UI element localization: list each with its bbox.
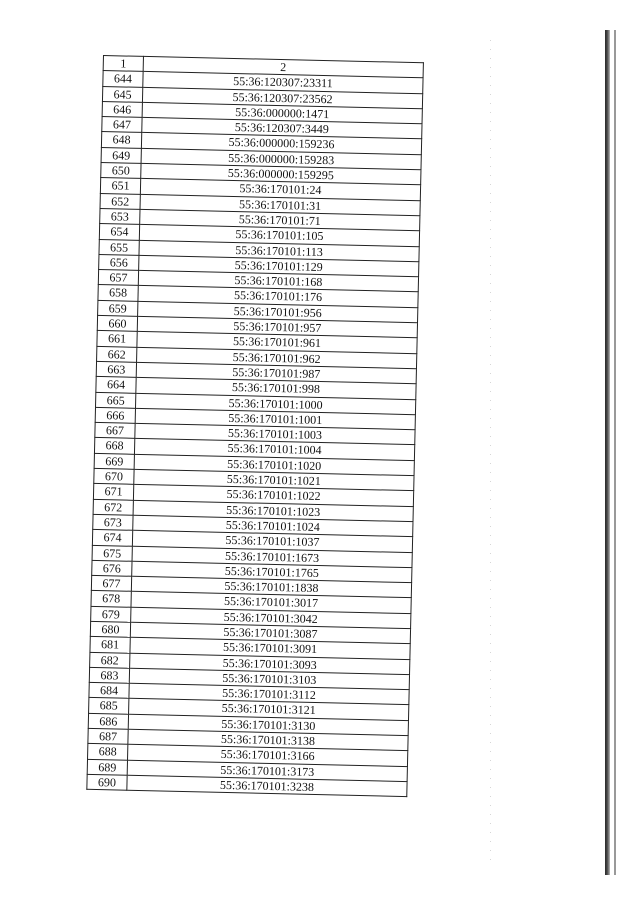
row-number: 650	[101, 163, 141, 179]
row-number: 674	[92, 530, 132, 546]
cadastral-number: 55:36:000000:159295	[141, 163, 421, 185]
row-number: 660	[97, 315, 137, 331]
cadastral-number: 55:36:170101:1020	[134, 454, 414, 476]
row-number: 662	[97, 346, 137, 362]
row-number: 681	[90, 637, 130, 653]
row-number: 679	[91, 606, 131, 622]
cadastral-number: 55:36:170101:1037	[132, 530, 412, 552]
row-number: 670	[94, 468, 134, 484]
cadastral-number: 55:36:170101:113	[139, 240, 419, 262]
row-number: 685	[89, 698, 129, 714]
row-number: 689	[87, 759, 127, 775]
cadastral-table	[86, 55, 424, 797]
row-number: 675	[92, 545, 132, 561]
row-number: 649	[101, 147, 141, 163]
cadastral-number: 55:36:170101:3173	[127, 760, 407, 782]
cadastral-number: 55:36:170101:3166	[128, 745, 408, 767]
cadastral-number: 55:36:170101:31	[140, 194, 420, 216]
header-col-1: 1	[103, 56, 143, 72]
cadastral-number: 55:36:170101:3121	[129, 699, 409, 721]
row-number: 686	[88, 713, 128, 729]
cadastral-number: 55:36:170101:3130	[128, 714, 408, 736]
row-number: 673	[93, 514, 133, 530]
cadastral-number: 55:36:000000:1471	[142, 102, 422, 124]
row-number: 666	[95, 407, 135, 423]
cadastral-number: 55:36:170101:961	[137, 332, 417, 354]
cadastral-number: 55:36:170101:24	[140, 179, 420, 201]
cadastral-number: 55:36:170101:1004	[134, 439, 414, 461]
cadastral-number: 55:36:170101:3103	[129, 668, 409, 690]
cadastral-number: 55:36:170101:3042	[131, 607, 411, 629]
header-col-2: 2	[143, 56, 423, 78]
cadastral-number: 55:36:170101:1003	[135, 423, 415, 445]
cadastral-number: 55:36:120307:3449	[142, 118, 422, 140]
cadastral-number: 55:36:170101:1001	[135, 408, 415, 430]
row-number: 658	[98, 285, 138, 301]
cadastral-number: 55:36:120307:23562	[142, 87, 422, 109]
row-number: 659	[98, 300, 138, 316]
cadastral-number: 55:36:170101:1765	[132, 561, 412, 583]
row-number: 682	[90, 652, 130, 668]
row-number: 645	[102, 86, 142, 102]
row-number: 646	[102, 101, 142, 117]
table-body	[87, 71, 423, 797]
row-number: 647	[102, 117, 142, 133]
row-number: 688	[88, 744, 128, 760]
cadastral-number: 55:36:170101:998	[136, 378, 416, 400]
cadastral-number: 55:36:170101:3138	[128, 729, 408, 751]
cadastral-number: 55:36:170101:1000	[135, 393, 415, 415]
cadastral-number: 55:36:170101:168	[138, 271, 418, 293]
cadastral-number: 55:36:170101:956	[138, 301, 418, 323]
cadastral-number: 55:36:000000:159236	[141, 133, 421, 155]
row-number: 678	[91, 591, 131, 607]
row-number: 648	[101, 132, 141, 148]
cadastral-number: 55:36:170101:3087	[130, 622, 410, 644]
row-number: 665	[96, 392, 136, 408]
cadastral-number: 55:36:170101:3093	[130, 653, 410, 675]
cadastral-number: 55:36:170101:105	[139, 225, 419, 247]
row-number: 657	[98, 270, 138, 286]
cadastral-number: 55:36:170101:962	[137, 347, 417, 369]
row-number: 687	[88, 728, 128, 744]
cadastral-number: 55:36:170101:987	[136, 362, 416, 384]
cadastral-number: 55:36:170101:1838	[131, 576, 411, 598]
cadastral-number: 55:36:170101:176	[138, 286, 418, 308]
scan-edge-line	[614, 30, 616, 875]
row-number: 656	[99, 254, 139, 270]
cadastral-number: 55:36:170101:3017	[131, 592, 411, 614]
scan-edge-shadow	[605, 30, 610, 875]
row-number: 676	[92, 560, 132, 576]
row-number: 644	[103, 71, 143, 87]
row-number: 680	[90, 621, 130, 637]
row-number: 667	[95, 423, 135, 439]
cadastral-number: 55:36:170101:3238	[127, 775, 407, 797]
cadastral-number: 55:36:120307:23311	[143, 72, 423, 94]
row-number: 684	[89, 683, 129, 699]
row-number: 668	[94, 438, 134, 454]
row-number: 669	[94, 453, 134, 469]
row-number: 651	[100, 178, 140, 194]
row-number: 663	[96, 361, 136, 377]
cadastral-number: 55:36:170101:1024	[133, 515, 413, 537]
row-number: 661	[97, 331, 137, 347]
scan-dots	[490, 40, 491, 860]
row-number: 672	[93, 499, 133, 515]
row-number: 653	[100, 208, 140, 224]
cadastral-number: 55:36:170101:1021	[134, 469, 414, 491]
cadastral-table-wrap	[86, 55, 423, 797]
row-number: 671	[93, 484, 133, 500]
row-number: 654	[99, 224, 139, 240]
row-number: 652	[100, 193, 140, 209]
row-number: 677	[91, 575, 131, 591]
cadastral-number: 55:36:170101:3112	[129, 683, 409, 705]
cadastral-number: 55:36:170101:1023	[133, 500, 413, 522]
cadastral-number: 55:36:170101:1022	[133, 485, 413, 507]
row-number: 683	[89, 667, 129, 683]
cadastral-number: 55:36:170101:1673	[132, 546, 412, 568]
row-number: 655	[99, 239, 139, 255]
cadastral-number: 55:36:000000:159283	[141, 148, 421, 170]
row-number: 690	[87, 774, 127, 790]
row-number: 664	[96, 377, 136, 393]
cadastral-number: 55:36:170101:957	[137, 316, 417, 338]
cadastral-number: 55:36:170101:3091	[130, 638, 410, 660]
cadastral-number: 55:36:170101:71	[140, 209, 420, 231]
cadastral-number: 55:36:170101:129	[139, 255, 419, 277]
